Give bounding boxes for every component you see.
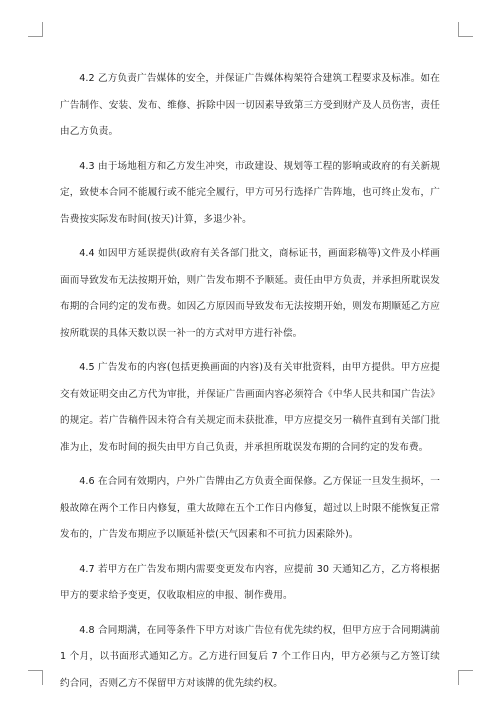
clause-4-4: 4.4 如因甲方延误提供(政府有关各部门批文，商标证书，画面彩稿等)文件及小样画面而导致发布无法按期开始，则广告发布期不予顺延。责任由甲方负责，并承担所耽误发布期的合同约定的发布费。如因乙方原因而导致发布无法按期开始，则发布期顺延乙方应按所耽误的具体天数以误一补一的方式对甲方进行补偿。	[60, 248, 440, 339]
crop-mark-top-right	[458, 22, 473, 37]
clause-4-2: 4.2 乙方负责广告媒体的安全，并保证广告媒体构架符合建筑工程要求及标准。如在广告制作、安装、发布、维修、拆除中因一切因素导致第三方受到财产及人员伤害，责任由乙方负责。	[60, 73, 440, 137]
clause-4-8: 4.8 合同期满，在同等条件下甲方对该广告位有优先续约权，但甲方应于合同期满前 1 个月，以书面形式通知乙方。乙方进行回复后 7 个工作日内，甲方必须与乙方签订续约合同，否则乙方不保留甲方对该牌的优先续约权。	[60, 624, 440, 689]
document-body	[60, 66, 440, 705]
crop-mark-bottom-right	[458, 670, 473, 685]
clause-4-3: 4.3 由于场地租方和乙方发生冲突，市政建设、规划等工程的影响或政府的有关新规定，致使本合同不能履行或不能完全履行，甲方可另行选择广告阵地，也可终止发布，广告费按实际发布时间(按天)计算，多退少补。	[60, 160, 440, 225]
crop-mark-top-left	[28, 22, 43, 37]
clause-4-7: 4.7 若甲方在广告发布期内需要变更发布内容，应提前 30 天通知乙方，乙方将根据甲方的要求给予变更，仅收取相应的申报、制作费用。	[60, 563, 440, 601]
clause-4-5: 4.5 广告发布的内容(包括更换画面的内容)及有关审批资料，由甲方提供。甲方应提交有效证明交由乙方代为审批，并保证广告画面内容必须符合《中华人民共和国广告法》的规定。若广告稿件因未符合有关规定而未获批准，甲方应提交另一稿件直到有关部门批准为止，发布时间的损失由甲方自己负责，并承担所耽误发布期的合同约定的发布费。	[60, 362, 440, 453]
crop-mark-bottom-left	[28, 670, 43, 685]
clause-4-6: 4.6 在合同有效期内，户外广告牌由乙方负责全面保修。乙方保证一旦发生损坏，一般故障在两个工作日内修复，重大故障在五个工作日内修复，超过以上时限不能恢复正常发布的，广告发布期应予以顺延补偿(天气因素和不可抗力因素除外)。	[60, 476, 440, 540]
